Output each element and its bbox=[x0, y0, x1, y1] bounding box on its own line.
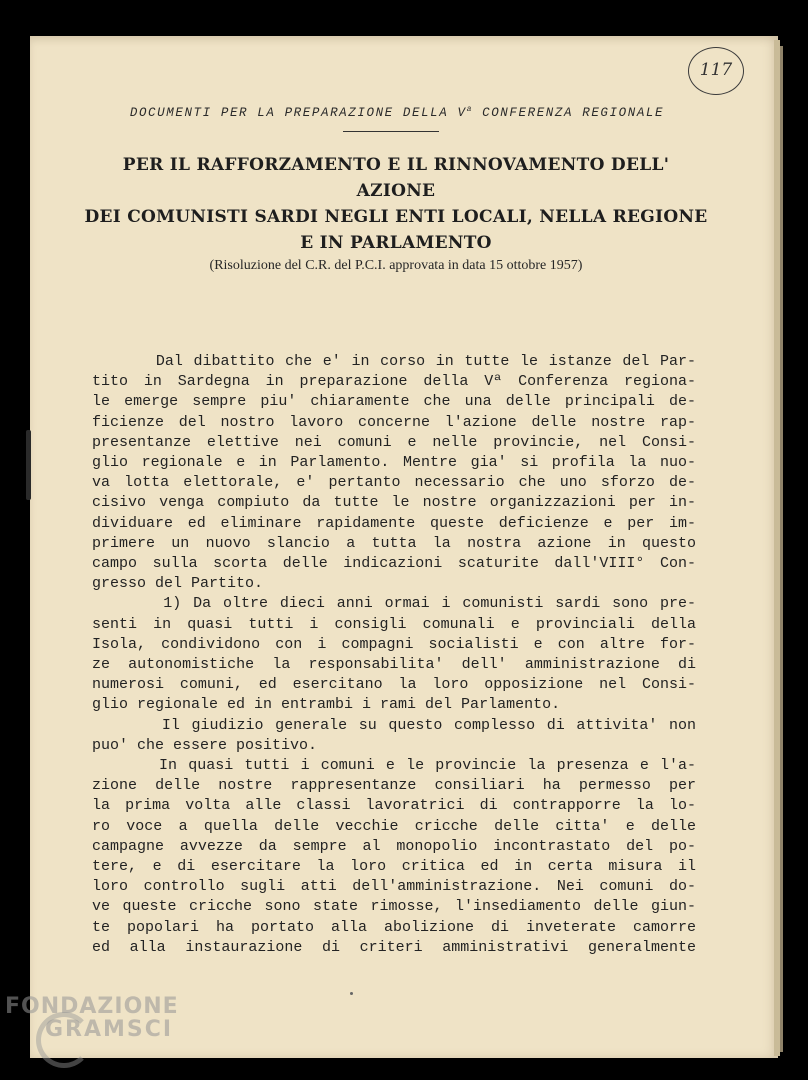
document-subtitle: (Risoluzione del C.R. del P.C.I. approvata in data 15 ottobre 1957) bbox=[209, 258, 583, 273]
body-text bbox=[92, 352, 696, 958]
body-line: glio regionale ed in entrambi i rami del Parlamento. bbox=[92, 696, 561, 714]
body-line: primere un nuovo slancio a tutta la nostra azione in questo bbox=[92, 534, 696, 552]
body-line: In quasi tutti i comuni e le provincie la presenza e l'a- bbox=[92, 757, 696, 775]
body-line: ed alla instaurazione di criteri amministrativi generalmente bbox=[92, 938, 696, 956]
body-line: ve queste cricche sono state rimosse, l'insediamento delle giun- bbox=[92, 898, 696, 916]
body-line: 1) Da oltre dieci anni ormai i comunisti sardi sono pre- bbox=[92, 595, 696, 613]
watermark bbox=[5, 994, 179, 1042]
body-line: glio regionale e in Parlamento. Mentre gia' si profila la nuo- bbox=[92, 454, 696, 472]
body-line: cisivo venga compiuto da tutte le nostre organizzazioni per in- bbox=[92, 494, 696, 512]
body-line: campagne avvezze da sempre al monopolio incontrastato del po- bbox=[92, 837, 696, 855]
body-line: Dal dibattito che e' in corso in tutte le istanze del Par- bbox=[92, 353, 696, 370]
body-line: ficienze del nostro lavoro concerne l'azione delle nostre rap- bbox=[92, 413, 696, 431]
body-line: le emerge sempre piu' chiaramente che una delle principali de- bbox=[92, 393, 696, 411]
title-line: E IN PARLAMENTO bbox=[300, 233, 492, 253]
body-line: puo' che essere positivo. bbox=[92, 736, 318, 754]
body-line: la prima volta alle classi lavoratrici di contrapporre la lo- bbox=[92, 797, 696, 815]
body-line: Il giudizio generale su questo complesso di attivita' non bbox=[92, 716, 696, 734]
body-line: va lotta elettorale, e' pertanto necessario che uno sforzo de- bbox=[92, 474, 696, 492]
document-header bbox=[100, 105, 694, 120]
body-line: presentanze elettive nei comuni e nelle provincie, nel Consi- bbox=[92, 433, 696, 451]
body-line: loro controllo sugli atti dell'amministrazione. Nei comuni do- bbox=[92, 878, 696, 896]
watermark-line2: GRAMSCI bbox=[45, 1017, 174, 1042]
title-line: DEI COMUNISTI SARDI NEGLI ENTI LOCALI, NELLA REGIONE bbox=[84, 207, 708, 227]
body-line: campo sulla scorta delle indicazioni scaturite dall'VIII° Con- bbox=[92, 555, 696, 573]
speck bbox=[350, 992, 353, 995]
body-line: Isola, condividono con i compagni socialisti e con altre for- bbox=[92, 635, 696, 653]
watermark-line1: FONDAZIONE bbox=[5, 994, 179, 1019]
stamp-number: 117 bbox=[699, 60, 733, 80]
header-rule bbox=[343, 131, 439, 132]
body-line: senti in quasi tutti i consigli comunali e provinciali della bbox=[92, 615, 696, 633]
binding-mark bbox=[26, 430, 31, 500]
header-text-after: CONFERENZA REGIONALE bbox=[473, 106, 665, 121]
header-text: DOCUMENTI PER LA PREPARAZIONE DELLA V bbox=[129, 106, 467, 121]
page-edge-shadow bbox=[780, 46, 783, 1052]
body-line: ro voce a quella delle vecchie cricche delle citta' e delle bbox=[92, 817, 696, 835]
body-line: gresso del Partito. bbox=[92, 575, 264, 593]
body-line: tito in Sardegna in preparazione della Vª Conferenza regiona- bbox=[92, 373, 696, 391]
header-sup: a bbox=[466, 105, 473, 114]
body-line: dividuare ed eliminare rapidamente queste deficienze e per im- bbox=[92, 514, 696, 532]
body-line: ze autonomistiche la responsabilita' dell' amministrazione di bbox=[92, 656, 696, 674]
archive-number-stamp bbox=[688, 47, 744, 95]
body-line: zione delle nostre rappresentanze consiliari ha permesso per bbox=[92, 777, 696, 795]
body-line: numerosi comuni, ed esercitano la loro opposizione nel Consi- bbox=[92, 676, 696, 694]
document-title bbox=[84, 152, 708, 256]
title-line: PER IL RAFFORZAMENTO E IL RINNOVAMENTO DELL' AZIONE bbox=[122, 155, 670, 201]
body-line: tere, e di esercitare la loro critica ed in certa misura il bbox=[92, 858, 696, 876]
body-line: te popolari ha portato alla abolizione di inveterate camorre bbox=[92, 918, 696, 936]
